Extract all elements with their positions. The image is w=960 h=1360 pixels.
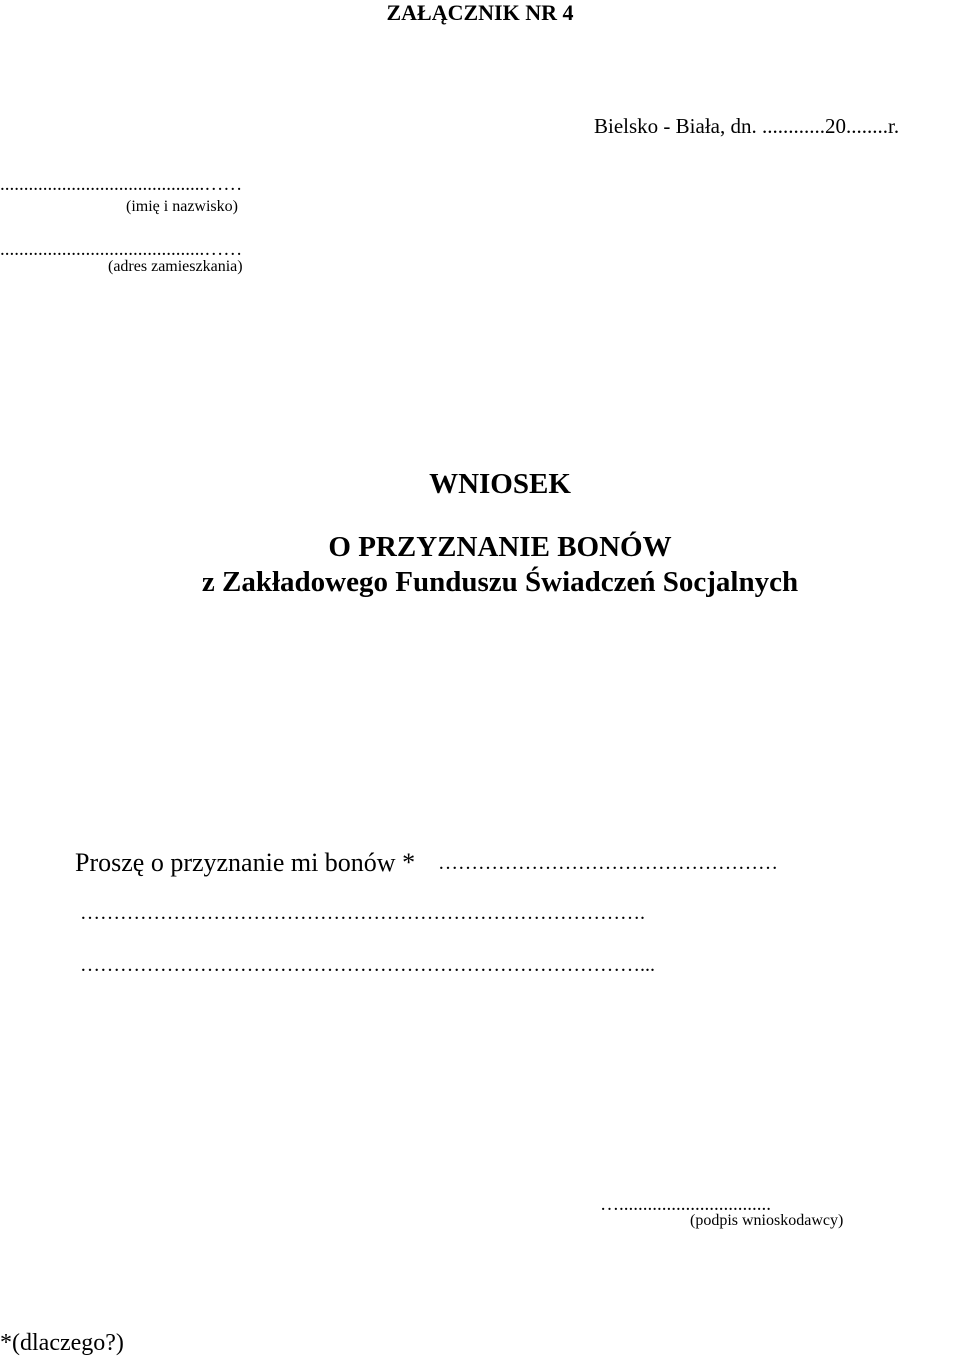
document-title: WNIOSEK <box>429 468 571 500</box>
document-subtitle-line2: z Zakładowego Funduszu Świadczeń Socjalnych <box>201 566 799 598</box>
applicant-name-caption: (imię i nazwisko) <box>126 198 238 215</box>
applicant-address-caption: (adres zamieszkania) <box>108 258 243 275</box>
attachment-label: ZAŁĄCZNIK NR 4 <box>386 0 574 25</box>
signature-dots: …................................ <box>600 1194 771 1215</box>
request-fill-line-1: …………………………………………… <box>438 852 778 874</box>
request-fill-line-2: …………………………………………………………………………. <box>80 902 645 924</box>
applicant-address-dots: ...........................................…… <box>0 239 243 260</box>
request-fill-line-3: …………………………………………………………………………... <box>80 954 655 976</box>
place-date-field: Bielsko - Biała, dn. ............20........r. <box>594 114 900 138</box>
signature-caption: (podpis wnioskodawcy) <box>690 1212 844 1229</box>
footnote: *(dlaczego?) <box>0 1330 124 1356</box>
applicant-name-dots: ...........................................…… <box>0 174 243 195</box>
document-subtitle-line1: O PRZYZNANIE BONÓW <box>328 531 672 563</box>
request-text: Proszę o przyznanie mi bonów * <box>75 848 416 877</box>
